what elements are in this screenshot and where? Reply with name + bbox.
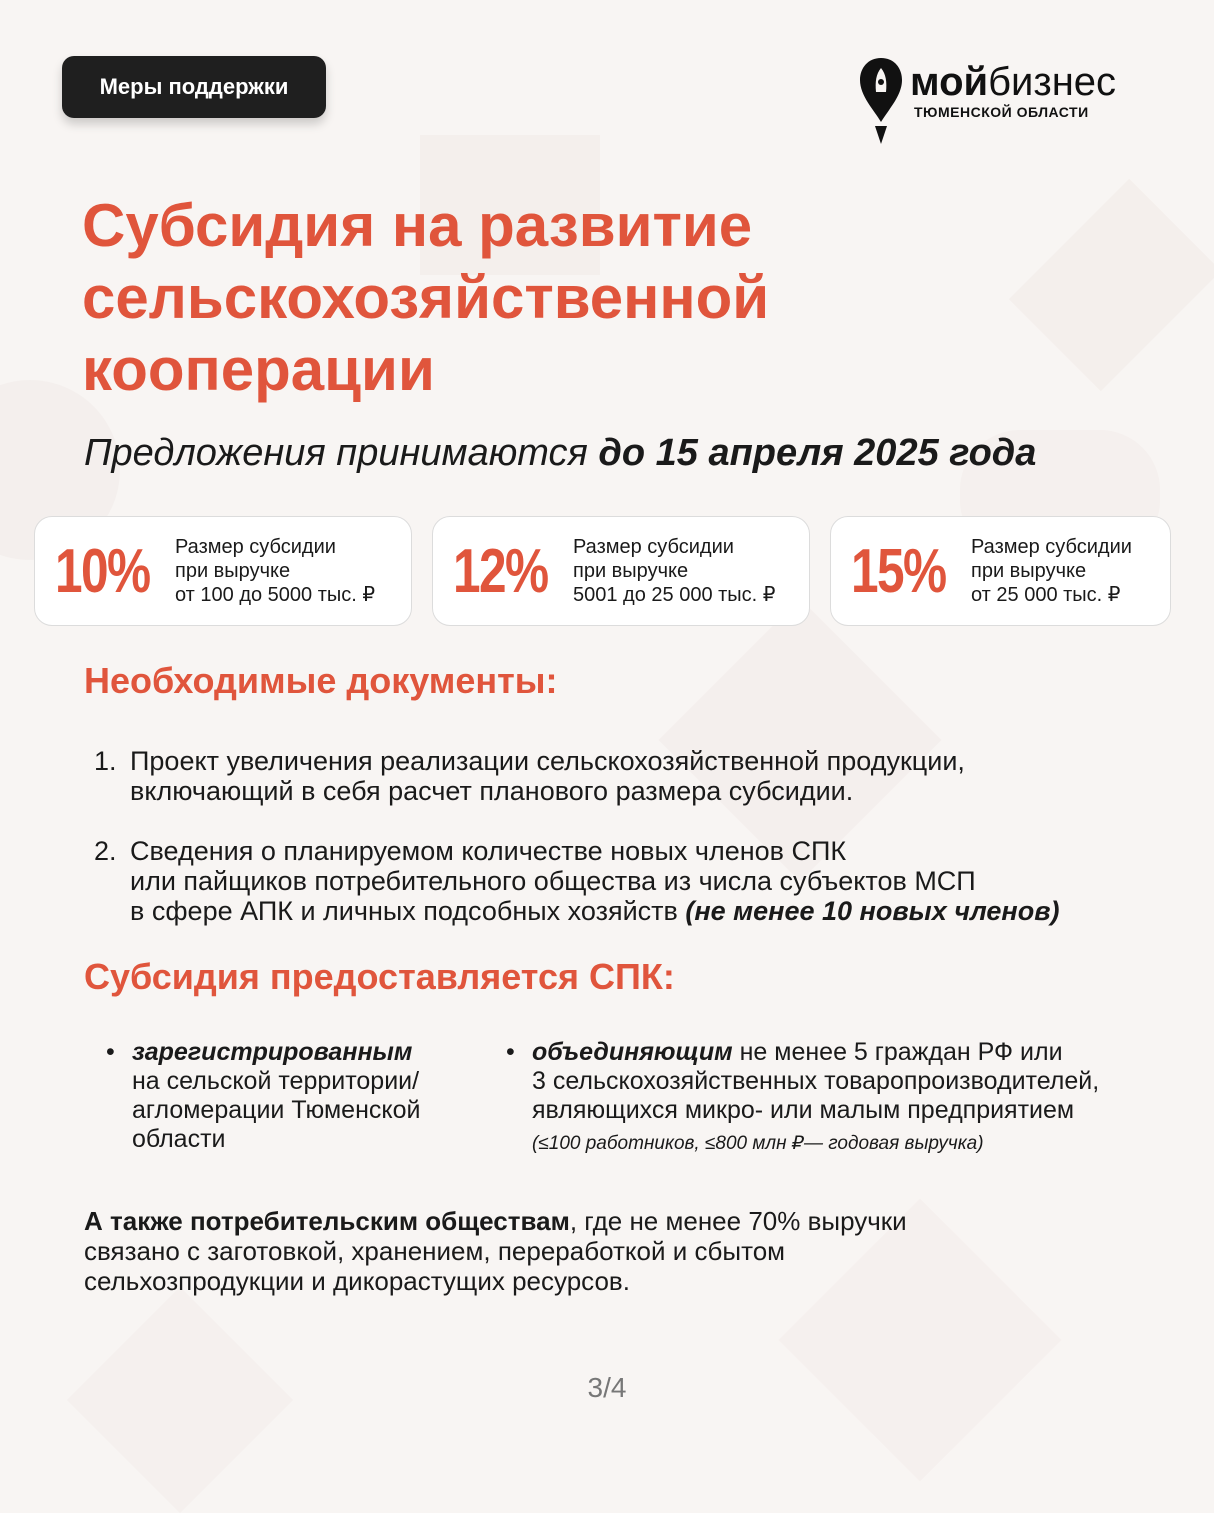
list-item: 1. Проект увеличения реализации сельскохозяйственной продукции, включающий в себя расчет планового размера субсидии. (94, 746, 965, 806)
page-number: 3/4 (587, 1372, 627, 1403)
logo-subtitle: ТЮМЕНСКОЙ ОБЛАСТИ (914, 104, 1089, 120)
subsidy-description: Размер субсидии при выручке 5001 до 25 000 тыс. ₽ (573, 536, 776, 606)
documents-heading: Необходимые документы: (84, 660, 558, 701)
background-shape (1009, 179, 1214, 391)
rocket-pin-icon (858, 56, 904, 146)
subsidy-description: Размер субсидии при выручке от 100 до 5000 тыс. ₽ (175, 536, 376, 606)
logo-wordmark: мойбизнес (910, 60, 1117, 104)
documents-list (94, 746, 1154, 956)
subsidy-card-12 (432, 516, 810, 626)
page-title: Субсидия на развитие сельскохозяйственной кооперации (82, 192, 770, 403)
recipients-heading: Субсидия предоставляется СПК: (84, 956, 675, 997)
subsidy-percent: 10% (55, 537, 150, 606)
criteria-note: (≤100 работников, ≤800 млн ₽— годовая выручка) (532, 1133, 984, 1154)
subsidy-description: Размер субсидии при выручке от 25 000 тыс. ₽ (971, 536, 1132, 606)
list-item: 2. Сведения о планируемом количестве новых членов СПК или пайщиков потребительного общества из числа субъектов МСП в сфере АПК и личных подсобных хозяйств (не менее 10 новых членов) (94, 836, 1060, 926)
section-tag: Меры поддержки (62, 56, 326, 118)
deadline-text: Предложения принимаются до 15 апреля 2025 года (84, 432, 1037, 474)
consumer-societies-note: А также потребительским обществам, где не менее 70% выручки связано с заготовкой, хранением, переработкой и сбытом сельхозпродукции и дикорастущих ресурсов. (84, 1206, 907, 1296)
subsidy-percent: 15% (851, 537, 946, 606)
subsidy-percent: 12% (453, 537, 548, 606)
subsidy-card-10 (34, 516, 412, 626)
subsidy-card-15 (830, 516, 1171, 626)
moibiznes-logo (858, 56, 1158, 148)
